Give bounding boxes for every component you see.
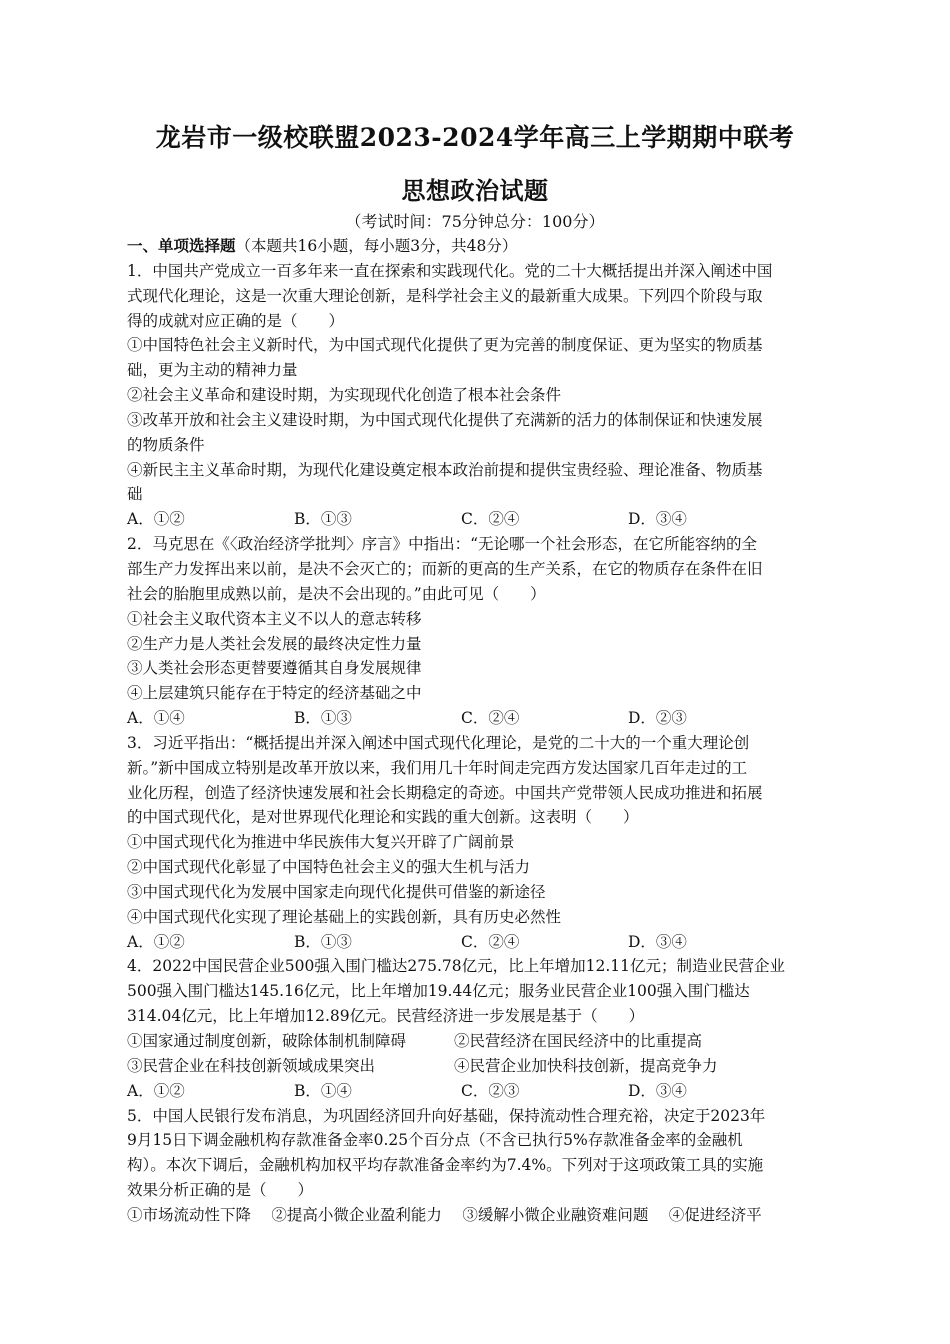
exam-body: [127, 234, 827, 1228]
question-2: [127, 532, 827, 731]
question-stem-line: 9月15日下调金融机构存款准备金率0.25个百分点（不含已执行5%存款准备金率的金融机: [127, 1131, 743, 1150]
answer-option-a: A．①④: [127, 709, 185, 728]
question-item-line: ④上层建筑只能存在于特定的经济基础之中: [127, 684, 422, 703]
question-5: [127, 1104, 827, 1228]
answer-option-d: D．②③: [628, 709, 687, 728]
question-item-line: 础: [127, 485, 143, 504]
question-stem-line: 500强入围门槛达145.16亿元，比上年增加19.44亿元；服务业民营企业100强入围门槛达: [127, 982, 750, 1001]
answer-option-b: B．①④: [294, 1081, 352, 1100]
answer-option-d: D．③④: [628, 1081, 687, 1100]
question-stem-line: 4．2022中国民营企业500强入围门槛达275.78亿元，比上年增加12.11亿元；制造业民营企业: [127, 957, 786, 976]
question-stem-line: 新。”新中国成立特别是改革开放以来，我们用几十年时间走完西方发达国家几百年走过的工: [127, 758, 748, 777]
section-note: （本题共16小题，每小题3分，共48分）: [235, 237, 518, 255]
question-4: [127, 954, 827, 1103]
question-item-line: ②中国式现代化彰显了中国特色社会主义的强大生机与活力: [127, 858, 531, 877]
question-item: ①国家通过制度创新，破除体制机制障碍: [127, 1032, 407, 1050]
question-stem-line: 业化历程，创造了经济快速发展和社会长期稳定的奇迹。中国共产党带领人民成功推进和拓展: [127, 783, 763, 802]
question-item: ②民营经济在国民经济中的比重提高: [454, 1032, 703, 1050]
question-stem-line: 1．中国共产党成立一百多年来一直在探索和实践现代化。党的二十大概括提出并深入阐述中国: [127, 261, 773, 280]
question-item-pair: [127, 1029, 827, 1054]
answer-options: [127, 706, 827, 731]
answer-option-d: D．③④: [628, 510, 687, 529]
answer-option-c: C．②③: [461, 1081, 520, 1100]
question-item-line: 的物质条件: [127, 435, 205, 454]
section-heading-line: [127, 234, 827, 259]
question-1: [127, 259, 827, 532]
question-stem-line: 效果分析正确的是（ ）: [127, 1181, 314, 1200]
question-stem-line: 2．马克思在《〈政治经济学批判〉序言》中指出：“无论哪一个社会形态，在它所能容纳的全: [127, 535, 758, 554]
section-heading: 一、单项选择题: [127, 236, 236, 255]
answer-options: [127, 1079, 827, 1104]
question-item-line: ④新民主主义革命时期，为现代化建设奠定根本政治前提和提供宝贵经验、理论准备、物质基: [127, 460, 763, 479]
answer-option-a: A．①②: [127, 1081, 185, 1100]
question-stem-line: 的中国式现代化，是对世界现代化理论和实践的重大创新。这表明（ ）: [127, 808, 639, 827]
answer-option-b: B．①③: [294, 932, 352, 951]
answer-options: [127, 930, 827, 955]
question-stem-line: 3．习近平指出：“概括提出并深入阐述中国式现代化理论，是党的二十大的一个重大理论创: [127, 733, 750, 752]
question-item-line: ①市场流动性下降 ②提高小微企业盈利能力 ③缓解小微企业融资难问题 ④促进经济平: [127, 1205, 762, 1224]
exam-subtitle: 思想政治试题: [401, 176, 549, 205]
question-item-line: ①社会主义取代资本主义不以人的意志转移: [127, 609, 422, 628]
question-item-line: ④中国式现代化实现了理论基础上的实践创新，具有历史必然性: [127, 907, 562, 926]
answer-options: [127, 507, 827, 532]
answer-option-d: D．③④: [628, 932, 687, 951]
question-item-line: ③人类社会形态更替要遵循其自身发展规律: [127, 659, 422, 678]
question-item-line: 础，更为主动的精神力量: [127, 361, 298, 380]
question-stem-line: 314.04亿元，比上年增加12.89亿元。民营经济进一步发展是基于（ ）: [127, 1007, 645, 1026]
answer-option-a: A．①②: [127, 510, 185, 529]
question-stem-line: 5．中国人民银行发布消息，为巩固经济回升向好基础，保持流动性合理充裕，决定于2023年: [127, 1106, 766, 1125]
question-item-line: ③中国式现代化为发展中国家走向现代化提供可借鉴的新途径: [127, 882, 546, 901]
question-stem-line: 部生产力发挥出来以前，是决不会灭亡的；而新的更高的生产关系，在它的物质存在条件在旧: [127, 559, 763, 578]
answer-option-c: C．②④: [461, 510, 520, 529]
answer-option-c: C．②④: [461, 709, 520, 728]
answer-option-b: B．①③: [294, 709, 352, 728]
question-item: ③民营企业在科技创新领域成果突出: [127, 1056, 376, 1075]
exam-title: 龙岩市一级校联盟2023-2024学年高三上学期期中联考: [155, 123, 795, 152]
exam-info: （考试时间：75分钟总分：100分）: [345, 212, 605, 231]
question-item-line: ③改革开放和社会主义建设时期，为中国式现代化提供了充满新的活力的体制保证和快速发展: [127, 410, 763, 429]
question-item: ④民营企业加快科技创新，提高竞争力: [454, 1056, 718, 1075]
question-stem-line: 社会的胎胞里成熟以前，是决不会出现的。”由此可见（ ）: [127, 584, 546, 603]
answer-option-a: A．①②: [127, 932, 185, 951]
question-item-line: ①中国式现代化为推进中华民族伟大复兴开辟了广阔前景: [127, 833, 515, 852]
question-stem-line: 式现代化理论，这是一次重大理论创新，是科学社会主义的最新重大成果。下列四个阶段与取: [127, 286, 763, 305]
question-item-pair: [127, 1054, 827, 1079]
answer-option-b: B．①③: [294, 510, 352, 529]
question-3: [127, 731, 827, 955]
question-list: [127, 259, 827, 1228]
question-item-line: ②社会主义革命和建设时期，为实现现代化创造了根本社会条件: [127, 386, 562, 405]
question-item-line: ②生产力是人类社会发展的最终决定性力量: [127, 634, 422, 653]
question-stem-line: 构）。本次下调后，金融机构加权平均存款准备金率约为7.4%。下列对于这项政策工具的实施: [127, 1156, 764, 1175]
answer-option-c: C．②④: [461, 932, 520, 951]
question-item-line: ①中国特色社会主义新时代，为中国式现代化提供了更为完善的制度保证、更为坚实的物质基: [127, 336, 763, 355]
question-stem-line: 得的成就对应正确的是（ ）: [127, 311, 345, 330]
